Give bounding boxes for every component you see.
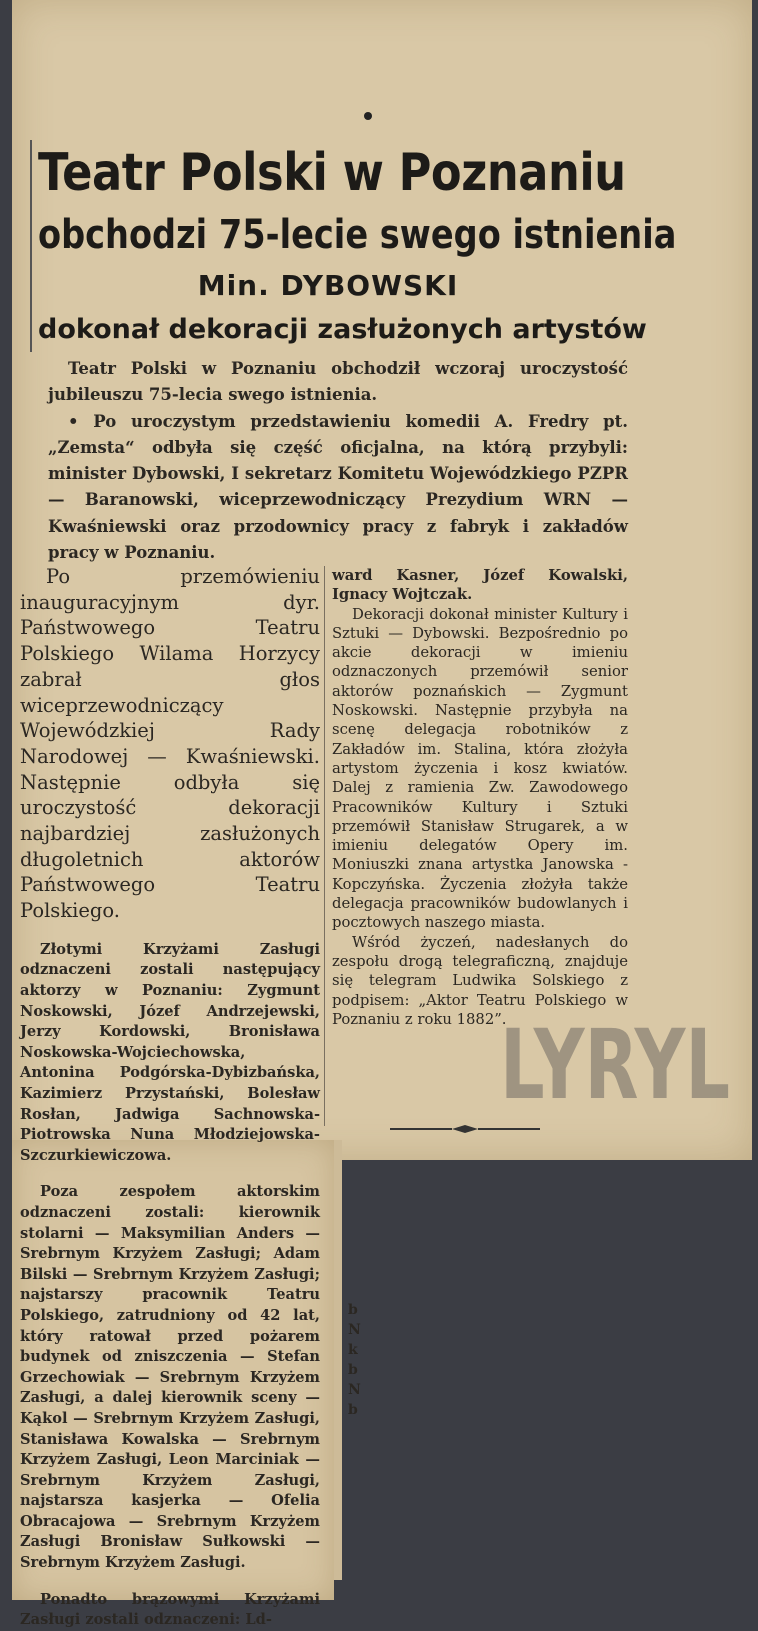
headline-deck: dokonał dekoracji zasłużonych artystów xyxy=(38,314,647,345)
headline-kicker: Min. DYBOWSKI xyxy=(197,269,459,302)
stray-letter: b xyxy=(348,1362,358,1378)
left-paragraph-4: Ponadto brązowymi Krzyżami Zasługi zostali odznaczeni: Ld- xyxy=(20,1590,320,1629)
right-paragraph-2: Dekoracji dokonał minister Kultury i Sztuki — Dybowski. Bezpośrednio po akcie dekoracji w imieniu odznaczonych przemówił senior aktorów poznańskich — Zygmunt Noskowski. Następnie przybyła na scenę delegacja robotników z Zakładów im. Stalina, która złożyła artystom życzenia i kosz kwiatów. Dalej z ramienia Zw. Zawodowego Pracowników Kultury i Sztuki przemówił Stanisław Strugarek, a w imieniu delegatów Opery im. Moniuszki znana artystka Janowska - Kopczyńska. Życzenia złożyła także delegacja pracowników budowlanych i pocztowych naszego miasta. xyxy=(332,605,628,932)
left-paragraph-3: Poza zespołem aktorskim odznaczeni zostali: kierownik stolarni — Maksymilian Anders — Srebrnym Krzyżem Zasługi; Adam Bilski — Srebrnym Krzyżem Zasługi; najstarszy pracownik Teatru Polskiego, zatrudniony od 42 lat, który ratował przed pożarem budynek od zniszczenia — Stefan Grzechowiak — Srebrnym Krzyżem Zasługi, a dalej kierownik sceny — Kąkol — Srebrnym Krzyżem Zasługi, Stanisława Kowalska — Srebrnym Krzyżem Zasługi, Leon Marciniak — Srebrnym Krzyżem Zasługi, najstarsza kasjerka — Ofelia Obracajowa — Srebrnym Krzyżem Zasługi Bronisław Sułkowski — Srebrnym Krzyżem Zasługi. xyxy=(20,1183,320,1572)
svg-text:LYRYL: LYRYL xyxy=(500,1020,730,1110)
lead-paragraphs xyxy=(48,356,628,566)
clipping-torn-edge xyxy=(334,1140,342,1580)
column-divider xyxy=(324,566,325,1126)
lead-paragraph-1: Teatr Polski w Poznaniu obchodził wczoraj uroczystość jubileuszu 75-lecia swego istnienia. xyxy=(48,359,628,405)
archive-stamp-watermark xyxy=(490,1020,740,1110)
stray-letter: k xyxy=(348,1342,358,1358)
headline-title: Teatr Polski w Poznaniu xyxy=(38,143,626,203)
right-paragraph-1: ward Kasner, Józef Kowalski, Ignacy Wojtczak. xyxy=(332,567,628,604)
headline-block xyxy=(30,140,678,352)
stray-letter: N xyxy=(348,1322,361,1338)
right-paragraph-3: Wśród życzeń, nadesłanych do zespołu drogą telegraficzną, znajduje się telegram Ludwika Solskiego z podpisem: „Aktor Teatru Polskiego w Poznaniu z roku 1882”. xyxy=(332,933,628,1028)
lead-paragraph-2: • Po uroczystym przedstawieniu komedii A. Fredry pt. „Zemsta“ odbyła się część oficjalna, na którą przybyli: minister Dybowski, I sekretarz Komitetu Wojewódzkiego PZPR — Baranowski, wiceprzewodniczący Prezydium WRN — Kwaśniewski oraz przodownicy pracy z fabryk i zakładów pracy w Poznaniu. xyxy=(48,411,628,563)
stray-letter: N xyxy=(348,1382,361,1398)
end-ornament xyxy=(390,1124,540,1134)
left-paragraph-2: Złotymi Krzyżami Zasługi odznaczeni zostali następujący aktorzy w Poznaniu: Zygmunt Noskowski, Józef Andrzejewski, Jerzy Kordowski, Bronisława Noskowska-Wojciechowska, Antonina Podgórska-Dybizbańska, Kazimierz Przystański, Bolesław Rosłan, Jadwiga Sachnowska-Piotrowska Nuna Młodziejowska-Szczurkiewiczowa. xyxy=(20,940,320,1164)
left-paragraph-1: Po przemówieniu inauguracyjnym dyr. Państwowego Teatru Polskiego Wilama Horzycy zabrał głos wiceprzewodniczący Wojewódzkiej Rady Narodowej — Kwaśniewski. Następnie odbyła się uroczystość dekoracji najbardziej zasłużonych długoletnich aktorów Państwowego Teatru Polskiego. xyxy=(20,565,320,923)
article-left-column xyxy=(20,564,320,1631)
article-right-column xyxy=(332,566,628,1029)
headline-subtitle: obchodzi 75-lecie swego istnienia xyxy=(38,212,677,258)
stray-letters-from-adjacent-column xyxy=(348,1300,360,1420)
stray-letter: b xyxy=(348,1302,358,1318)
stray-letter: b xyxy=(348,1402,358,1418)
ink-dot xyxy=(364,112,372,120)
